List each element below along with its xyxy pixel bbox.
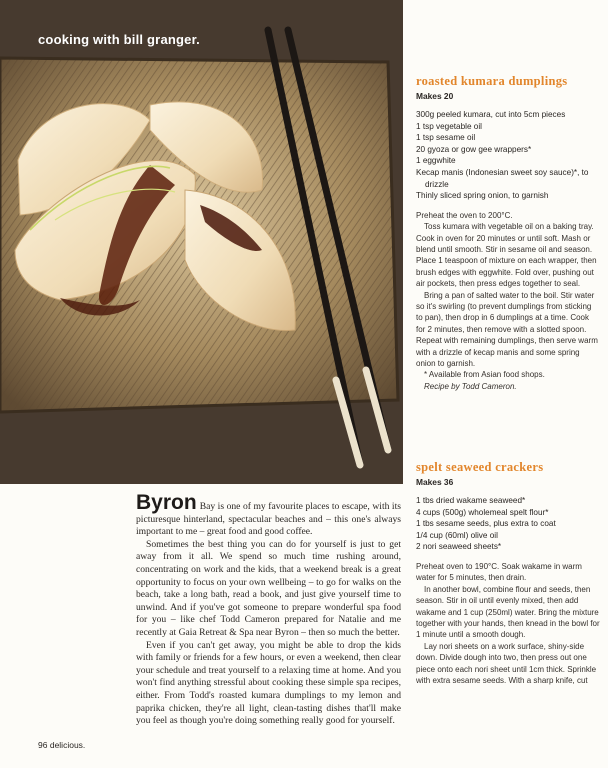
method-step: Bring a pan of salted water to the boil. Stir water so it's swirling (to prevent dumplings from sticking to pan), then drop in 6 dumplings at a time. Cook for 2 minutes, then remove with a slotted spoon. Repeat with remaining dumplings, then serve warm with a drizzle of kecap manis and some spring onion to garnish. <box>416 290 598 369</box>
recipe-title: spelt seaweed crackers <box>416 460 544 474</box>
ingredient: 1 tsp sesame oil <box>416 133 476 143</box>
recipe-seaweed-crackers <box>416 460 600 686</box>
ingredient: 1 tbs sesame seeds, plus extra to coat <box>416 519 556 529</box>
page-folio <box>38 740 85 750</box>
ingredient-list <box>416 495 600 553</box>
ingredient: 1/4 cup (60ml) olive oil <box>416 530 498 540</box>
method-step: Preheat the oven to 200°C. <box>416 210 513 220</box>
dumplings-illustration <box>0 0 403 484</box>
method-step: Toss kumara with vegetable oil on a baking tray. Cook in oven for 20 minutes or until soft. Mash or blend until smooth. Stir in sesame oil and season. Place 1 teaspoon of mixture on each wrapper, then brush edges with eggwhite. Fold over, pushing out air pockets, then press edges together to seal. <box>416 222 597 289</box>
recipe-note: * Available from Asian food shops. <box>424 370 545 380</box>
method-step: Lay nori sheets on a work surface, shiny-side down. Divide dough into two, then press out one piece onto each nori sheet until 1cm thick. Sprinkle with extra sesame seeds. With a sharp knife, cut <box>416 641 597 686</box>
dumplings-photo <box>0 0 403 484</box>
method-step: In another bowl, combine flour and seeds, then season. Stir in oil until evenly mixed, then add wakame and 1 cup (250ml) water. Bring the mixture together with your hands, then knead in the bowl for 1 minute until a smooth dough. <box>416 584 600 640</box>
page-number: 96 <box>38 740 48 750</box>
ingredient-list <box>416 109 600 202</box>
recipe-yield: Makes 20 <box>416 91 454 101</box>
recipe-method <box>416 561 600 686</box>
recipe-yield: Makes 36 <box>416 477 454 487</box>
intro-paragraph-3: Even if you can't get away, you might be able to drop the kids with family or friends for a few hours, or even a weekend, then clear your schedule and treat yourself to a relaxing time at home. And you won't find anything stressful about cooking these simple spa recipes, either. From Todd's roasted kumara dumplings to my lemon and paprika chicken, they're all light, clean-tasting dishes that'll make you feel as though you're doing something really good for yourself. <box>136 639 401 727</box>
ingredient: 4 cups (500g) wholemeal spelt flour* <box>416 507 549 517</box>
recipe-title: roasted kumara dumplings <box>416 74 568 88</box>
magazine-name: delicious. <box>49 740 86 750</box>
ingredient: Kecap manis (Indonesian sweet soy sauce)*, to drizzle <box>416 167 589 189</box>
intro-article <box>136 491 401 728</box>
ingredient: 2 nori seaweed sheets* <box>416 542 502 552</box>
recipe-kumara-dumplings <box>416 74 600 392</box>
ingredient: 20 gyoza or gow gee wrappers* <box>416 144 532 154</box>
section-header: cooking with bill granger. <box>38 32 200 47</box>
ingredient: 1 tsp vegetable oil <box>416 121 482 131</box>
intro-dropcap: Byron <box>136 491 197 514</box>
intro-paragraph-1: Byron Bay is one of my favourite places to escape, with its picturesque hinterland, spectacular beaches and – this one's always important to me – great food and good coffee. <box>136 491 401 538</box>
ingredient: 1 tbs dried wakame seaweed* <box>416 496 526 505</box>
ingredient: 1 eggwhite <box>416 156 456 166</box>
recipe-credit: Recipe by Todd Cameron. <box>424 381 517 391</box>
ingredient: 300g peeled kumara, cut into 5cm pieces <box>416 110 566 119</box>
recipe-method <box>416 210 600 393</box>
ingredient: Thinly sliced spring onion, to garnish <box>416 191 549 201</box>
intro-paragraph-2: Sometimes the best thing you can do for yourself is just to get away from it all. We spend so much time rushing around, concentrating on work and the kids, that a weekend break is a great opportunity to focus on your own wellbeing – to go for walks on the beach, take a long bath, read a book, and just give yourself time to unwind. And if you've got someone to prepare wonderful spa food for you – like chef Todd Cameron prepared for Natalie and me recently at Gaia Retreat & Spa near Byron – then so much the better. <box>136 538 401 638</box>
method-step: Preheat oven to 190°C. Soak wakame in warm water for 5 minutes, then drain. <box>416 561 582 583</box>
